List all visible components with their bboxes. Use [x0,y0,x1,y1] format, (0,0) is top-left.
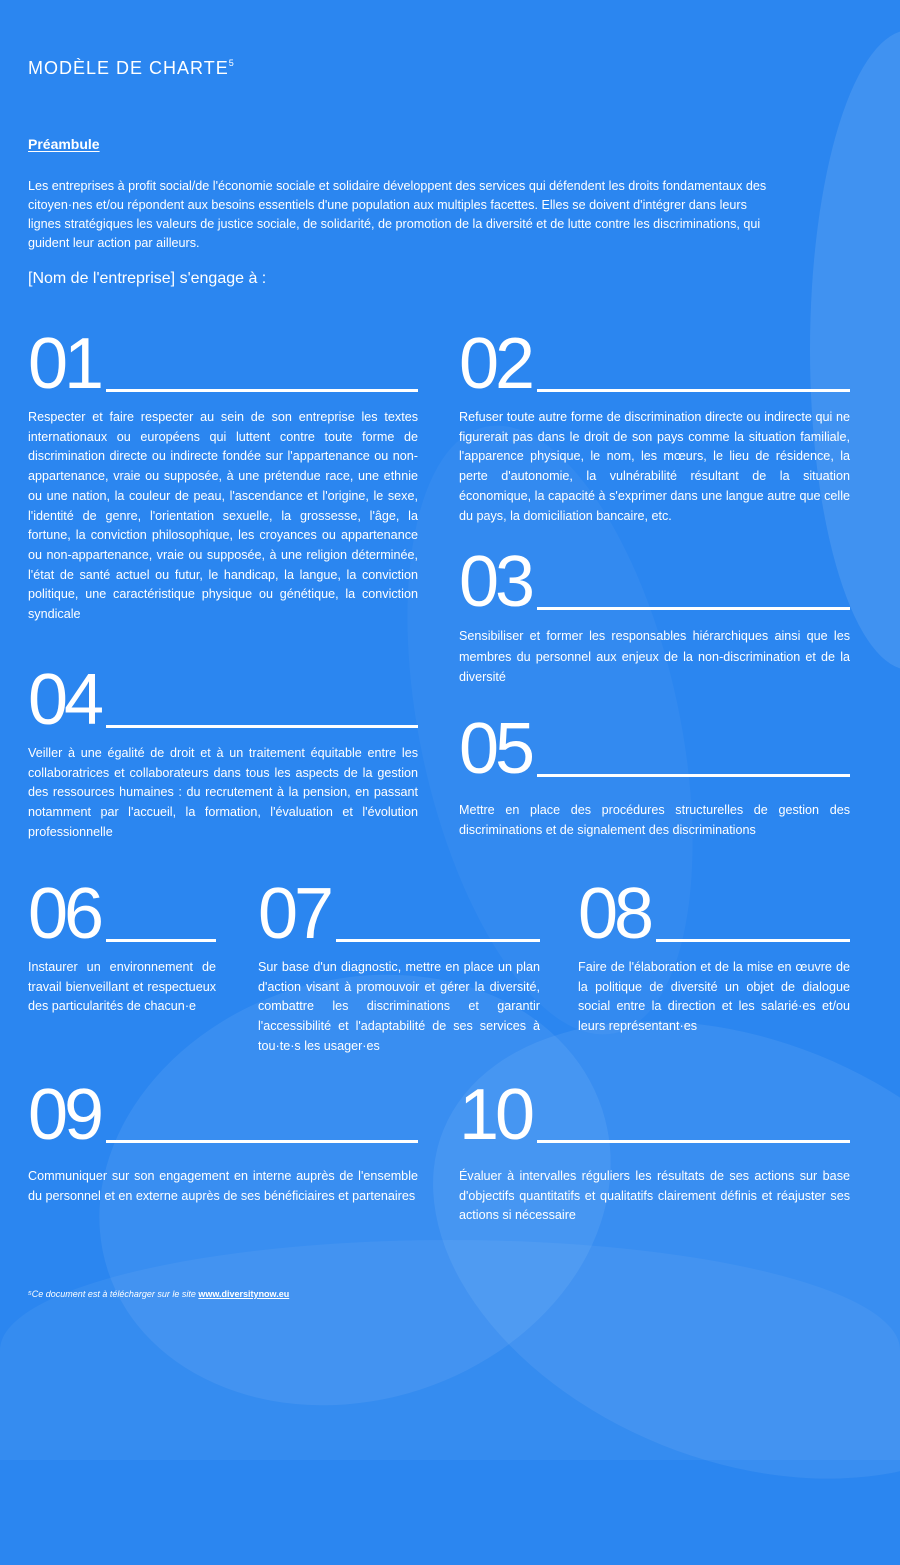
item-text: Instaurer un environnement de travail bienveillant et respectueux des particularités de chacun·e [28,960,216,1014]
item-text: Faire de l'élaboration et de la mise en œuvre de la politique de diversité un objet de dialogue social entre la direction et les salarié·es et/ou leurs représentant·es [578,960,850,1034]
divider [537,774,850,777]
item-number: 05 [459,709,532,789]
divider [537,1140,850,1143]
background-shape [0,1240,900,1460]
charter-item [459,542,850,688]
charter-item [578,874,850,1037]
divider [106,939,216,942]
item-number: 02 [459,324,532,404]
charter-item [28,324,418,625]
preamble-heading: Préambule [28,136,100,152]
divider [106,389,418,392]
website-link[interactable]: www.diversitynow.eu [198,1289,290,1299]
divider [537,607,850,610]
item-text: Communiquer sur son engagement en interne auprès de l'ensemble du personnel et en externe auprès de ses bénéficiaires et partenaires [28,1169,418,1203]
charter-item [28,874,216,1017]
divider [537,389,850,392]
footnote-marker: 5 [228,58,235,68]
divider [106,725,418,728]
item-text: Mettre en place des procédures structurelles de gestion des discriminations et de signalement des discriminations [459,803,850,837]
charter-item [258,874,540,1057]
charter-item [459,324,850,526]
charter-item [28,1075,418,1206]
item-number: 03 [459,542,532,622]
divider [336,939,540,942]
item-number: 10 [459,1075,532,1155]
item-number: 04 [28,660,101,740]
item-number: 06 [28,874,101,954]
footer-note: ⁵Ce document est à télécharger sur le site www.diversitynow.eu [28,1289,290,1299]
charter-item [28,660,418,843]
charter-item [459,1075,850,1226]
item-text: Sensibiliser et former les responsables hiérarchiques ainsi que les membres du personnel aux enjeux de la non-discrimination et de la diversité [459,629,850,684]
item-text: Veiller à une égalité de droit et à un traitement équitable entre les collaboratrices et collaborateurs dans tous les aspects de la gestion des ressources humaines : du recrutement à la pension, en passant notamment par l'accueil, la formation, l'évaluation et l'évolution professionnelle [28,746,418,839]
engagement-intro: [Nom de l'entreprise] s'engage à : [28,270,267,287]
charter-item [459,709,850,840]
item-number: 09 [28,1075,101,1155]
preamble-text: Les entreprises à profit social/de l'économie sociale et solidaire développent des services qui défendent les droits fondamentaux des citoyen·nes et/ou répondent aux besoins essentiels d'une population aux multiples facettes. Elles se doivent d'intégrer dans leurs lignes stratégiques les valeurs de justice sociale, de solidarité, de promotion de la diversité et de lutte contre les discriminations, qui guident leur action par ailleurs. [28,179,767,250]
item-number: 01 [28,324,101,404]
page-title: MODÈLE DE CHARTE$^5$ [28,58,235,78]
item-text: Évaluer à intervalles réguliers les résultats de ses actions sur base d'objectifs quantitatifs et qualitatifs clairement définis et réajuster ses actions si nécessaire [459,1169,850,1223]
divider [656,939,850,942]
item-number: 07 [258,874,331,954]
item-text: Sur base d'un diagnostic, mettre en place un plan d'action visant à promouvoir et gérer la diversité, combattre les discriminations et garantir l'accessibilité et l'adaptabilité de ses services à tou·te·s les usager·es [258,960,540,1053]
divider [106,1140,418,1143]
item-text: Refuser toute autre forme de discrimination directe ou indirecte qui ne figurerait pas dans le droit de son pays comme la situation familiale, l'apparence physique, le nom, les mœurs, le lieu de résidence, la perte d'autonomie, la vulnérabilité résultant de la situation économique, la capacité à s'exprimer dans une langue autre que celle du pays, la domiciliation bancaire, etc. [459,410,850,523]
item-text: Respecter et faire respecter au sein de son entreprise les textes internationaux ou européens qui luttent contre toute forme de discrimination directe ou indirecte fondée sur l'appartenance ou non-appartenance, vraie ou supposée, à une prétendue race, une ethnie ou une nation, la couleur de peau, l'ascendance et l'origine, le sexe, l'identité de genre, l'orientation sexuelle, la grossesse, l'âge, la fortune, la conviction philosophique, les croyances ou appartenance ou non-appartenance, vraie ou supposée, à une religion déterminée, l'état de santé actuel ou futur, le handicap, la langue, la conviction politique, une caractéristique physique ou génétique, la conviction syndicale [28,410,418,622]
item-number: 08 [578,874,651,954]
